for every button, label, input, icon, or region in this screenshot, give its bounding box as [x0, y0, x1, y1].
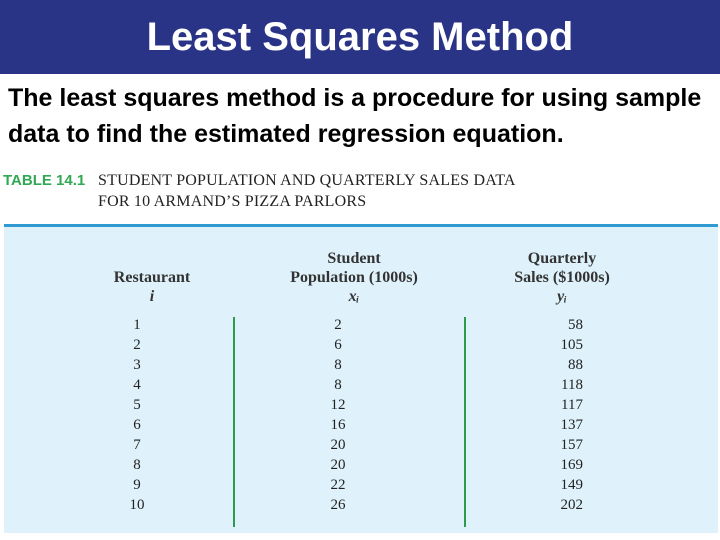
sales-cell: 169: [560, 457, 583, 473]
column-divider: [233, 317, 235, 527]
title-bar: [0, 0, 720, 74]
restaurant-id-cell: 5: [133, 397, 141, 413]
restaurant-id-cell: 4: [133, 377, 141, 393]
population-cell: 8: [334, 357, 342, 373]
population-cell: 20: [330, 437, 346, 453]
population-cell: 20: [330, 457, 346, 473]
header-restaurant-symbol: i: [149, 288, 155, 305]
header-population-line1: Student: [327, 250, 381, 267]
header-population-line2: Population (1000s): [290, 269, 418, 286]
header-sales-line1: Quarterly: [527, 250, 597, 267]
sales-cell: 202: [560, 497, 583, 513]
restaurant-id-cell: 10: [129, 497, 145, 513]
population-cell: 6: [334, 337, 342, 353]
caption-line-2: FOR 10 ARMAND’S PIZZA PARLORS: [98, 193, 367, 210]
data-table: [4, 224, 718, 533]
sales-cell: 117: [561, 397, 583, 413]
column-divider: [464, 317, 466, 527]
sales-cell: 157: [560, 437, 583, 453]
restaurant-id-cell: 1: [133, 317, 141, 333]
restaurant-id-cell: 3: [133, 357, 141, 373]
table-tag: TABLE 14.1: [3, 172, 86, 189]
header-restaurant: [87, 268, 217, 306]
header-population-symbol: xᵢ: [348, 288, 360, 305]
population-cell: 8: [334, 377, 342, 393]
restaurant-id-cell: 8: [133, 457, 141, 473]
sales-cell: 118: [561, 377, 583, 393]
population-cell: 22: [330, 477, 346, 493]
header-sales-symbol: yᵢ: [557, 288, 567, 305]
slide-title: Least Squares Method: [146, 14, 574, 59]
header-population: [259, 249, 449, 306]
sales-cell: 149: [560, 477, 583, 493]
sales-cell: 88: [568, 357, 583, 373]
sales-cell: 105: [560, 337, 583, 353]
population-cell: 2: [334, 317, 342, 333]
restaurant-id-cell: 2: [133, 337, 141, 353]
population-cell: 26: [330, 497, 346, 513]
header-sales-line2: Sales ($1000s): [514, 269, 610, 286]
column-sales: [539, 315, 583, 515]
restaurant-id-cell: 7: [133, 437, 141, 453]
restaurant-id-cell: 9: [133, 477, 141, 493]
intro-text: The least squares method is a procedure for using sample data to find the estimated regression equation.: [8, 84, 702, 148]
header-restaurant-label: Restaurant: [113, 269, 191, 286]
restaurant-id-cell: 6: [133, 417, 141, 433]
column-restaurant: [117, 315, 157, 515]
population-cell: 16: [330, 417, 346, 433]
caption-line-1: STUDENT POPULATION AND QUARTERLY SALES DATA: [98, 172, 516, 189]
population-cell: 12: [330, 397, 346, 413]
sales-cell: 137: [560, 417, 583, 433]
column-population: [318, 315, 358, 515]
table-caption: [0, 170, 720, 214]
sales-cell: 58: [568, 317, 583, 333]
header-sales: [482, 249, 642, 306]
